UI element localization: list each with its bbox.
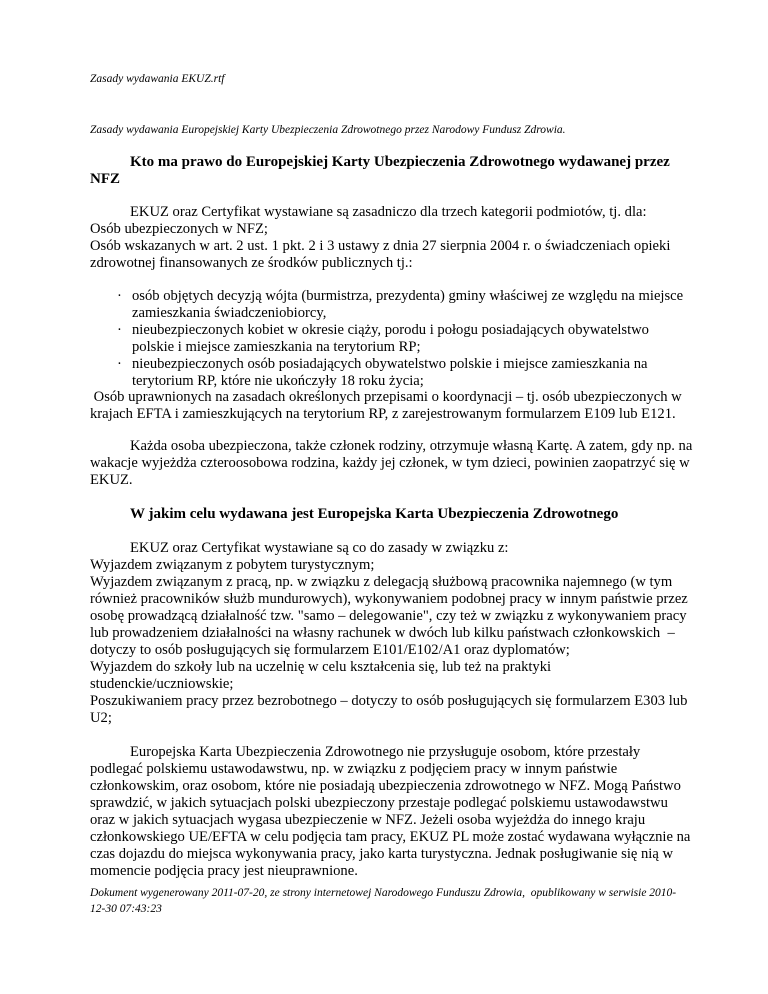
purpose-paragraph: EKUZ oraz Certyfikat wystawiane są co do zasady w związku z: [130,540,509,556]
list-item [90,288,694,322]
purpose-line-job-search: Poszukiwaniem pracy przez bezrobotnego – dotyczy to osób posługujących się formularzem E303 lub U2; [90,693,688,726]
intro-section [90,204,694,272]
purpose-section [90,540,694,727]
list-item-text: nieubezpieczonych kobiet w okresie ciąży, porodu i połogu posiadających obywatelstwo polskie i miejsce zamieszkania na terytorium RP; [132,322,649,355]
intro-line-indicated: Osób wskazanych w art. 2 ust. 1 pkt. 2 i 3 ustawy z dnia 27 sierpnia 2004 r. o świadczeniach opieki zdrowotnej finansowanych ze środków publicznych tj.: [90,238,671,271]
intro-line-insured: Osób ubezpieczonych w NFZ; [90,221,268,237]
file-title: Zasady wydawania EKUZ.rtf [90,73,225,85]
list-item [90,356,694,390]
document-footer: Dokument wygenerowany 2011-07-20, ze strony internetowej Narodowego Funduszu Zdrowia, opublikowany w serwisie 2010-12-30 07:43:23 [90,887,677,915]
purpose-line-education: Wyjazdem do szkoły lub na uczelnię w celu kształcenia się, lub też na praktyki studenckie/uczniowskie; [90,659,552,692]
list-item [90,322,694,356]
family-paragraph: Każda osoba ubezpieczona, także członek rodziny, otrzymuje własną Kartę. A zatem, gdy np. na wakacje wyjeżdża czteroosobowa rodzina, każdy jej członek, w tym dzieci, powinien zaopatrzyć się w EKUZ. [90,438,693,488]
coordination-paragraph: Osób uprawnionych na zasadach określonych przepisami o koordynacji – tj. osób ubezpieczonych w krajach EFTA i zamieszkujących na terytorium RP, z zarejestrowanym formularzem E109 lub E121. [90,389,686,422]
purpose-line-work: Wyjazdem związanym z pracą, np. w związku z delegacją służbową pracownika najemnego (w tym również pracowników służb mundurowych), wykonywaniem podobnej pracy w innym państwie przez osobę prowadzącą działalność tzw. "samo – delegowanie", czy też w związku z wykonywaniem pracy lub prowadzeniem działalności na własny rachunek w dwóch lub kilku państwach członkowskich – dotyczy to osób posługujących się formularzem E101/E102/A1 oraz dyplomatów; [90,574,692,658]
list-item-text: nieubezpieczonych osób posiadających obywatelstwo polskie i miejsce zamieszkania na terytorium RP, które nie ukończyły 18 roku życia; [132,356,648,389]
list-item-text: osób objętych decyzją wójta (burmistrza, prezydenta) gminy właściwej ze względu na miejsce zamieszkania świadczeniobiorcy, [132,288,684,321]
not-entitled-paragraph: Europejska Karta Ubezpieczenia Zdrowotnego nie przysługuje osobom, które przestały podlegać polskiemu ustawodawstwu, np. w związku z podjęciem pracy w innym państwie członkowskim, oraz osobom, które nie posiadają ubezpieczenia zdrowotnego w NFZ. Mogą Państwo sprawdzić, w jakich sytuacjach polski ubezpieczony przestaje podlegać polskiemu ustawodawstwu oraz w jakich sytuacjach wygasa ubezpieczenie w NFZ. Jeżeli osoba wyjeżdża do innego kraju członkowskiego UE/EFTA w celu podjęcia tam pracy, EKUZ PL może zostać wydawana wyłącznie na czas dojazdu do miejsca wykonywania pracy, jako karta turystyczna. Jednak posługiwanie się nią w momencie podjęcia pracy jest nieuprawnione. [90,744,691,879]
document-subtitle: Zasady wydawania Europejskiej Karty Ubezpieczenia Zdrowotnego przez Narodowy Fundusz Zdrowia. [90,124,566,136]
bullet-icon: · [117,356,122,372]
heading-purpose: W jakim celu wydawana jest Europejska Karta Ubezpieczenia Zdrowotnego [130,506,619,522]
intro-paragraph: EKUZ oraz Certyfikat wystawiane są zasadniczo dla trzech kategorii podmiotów, tj. dla: [130,204,647,220]
purpose-line-tourism: Wyjazdem związanym z pobytem turystycznym; [90,557,375,573]
bullet-list [90,288,694,390]
heading-who-is-entitled: Kto ma prawo do Europejskiej Karty Ubezpieczenia Zdrowotnego wydawanej przez NFZ [90,154,670,187]
bullet-icon: · [117,322,122,338]
bullet-icon: · [117,288,122,304]
